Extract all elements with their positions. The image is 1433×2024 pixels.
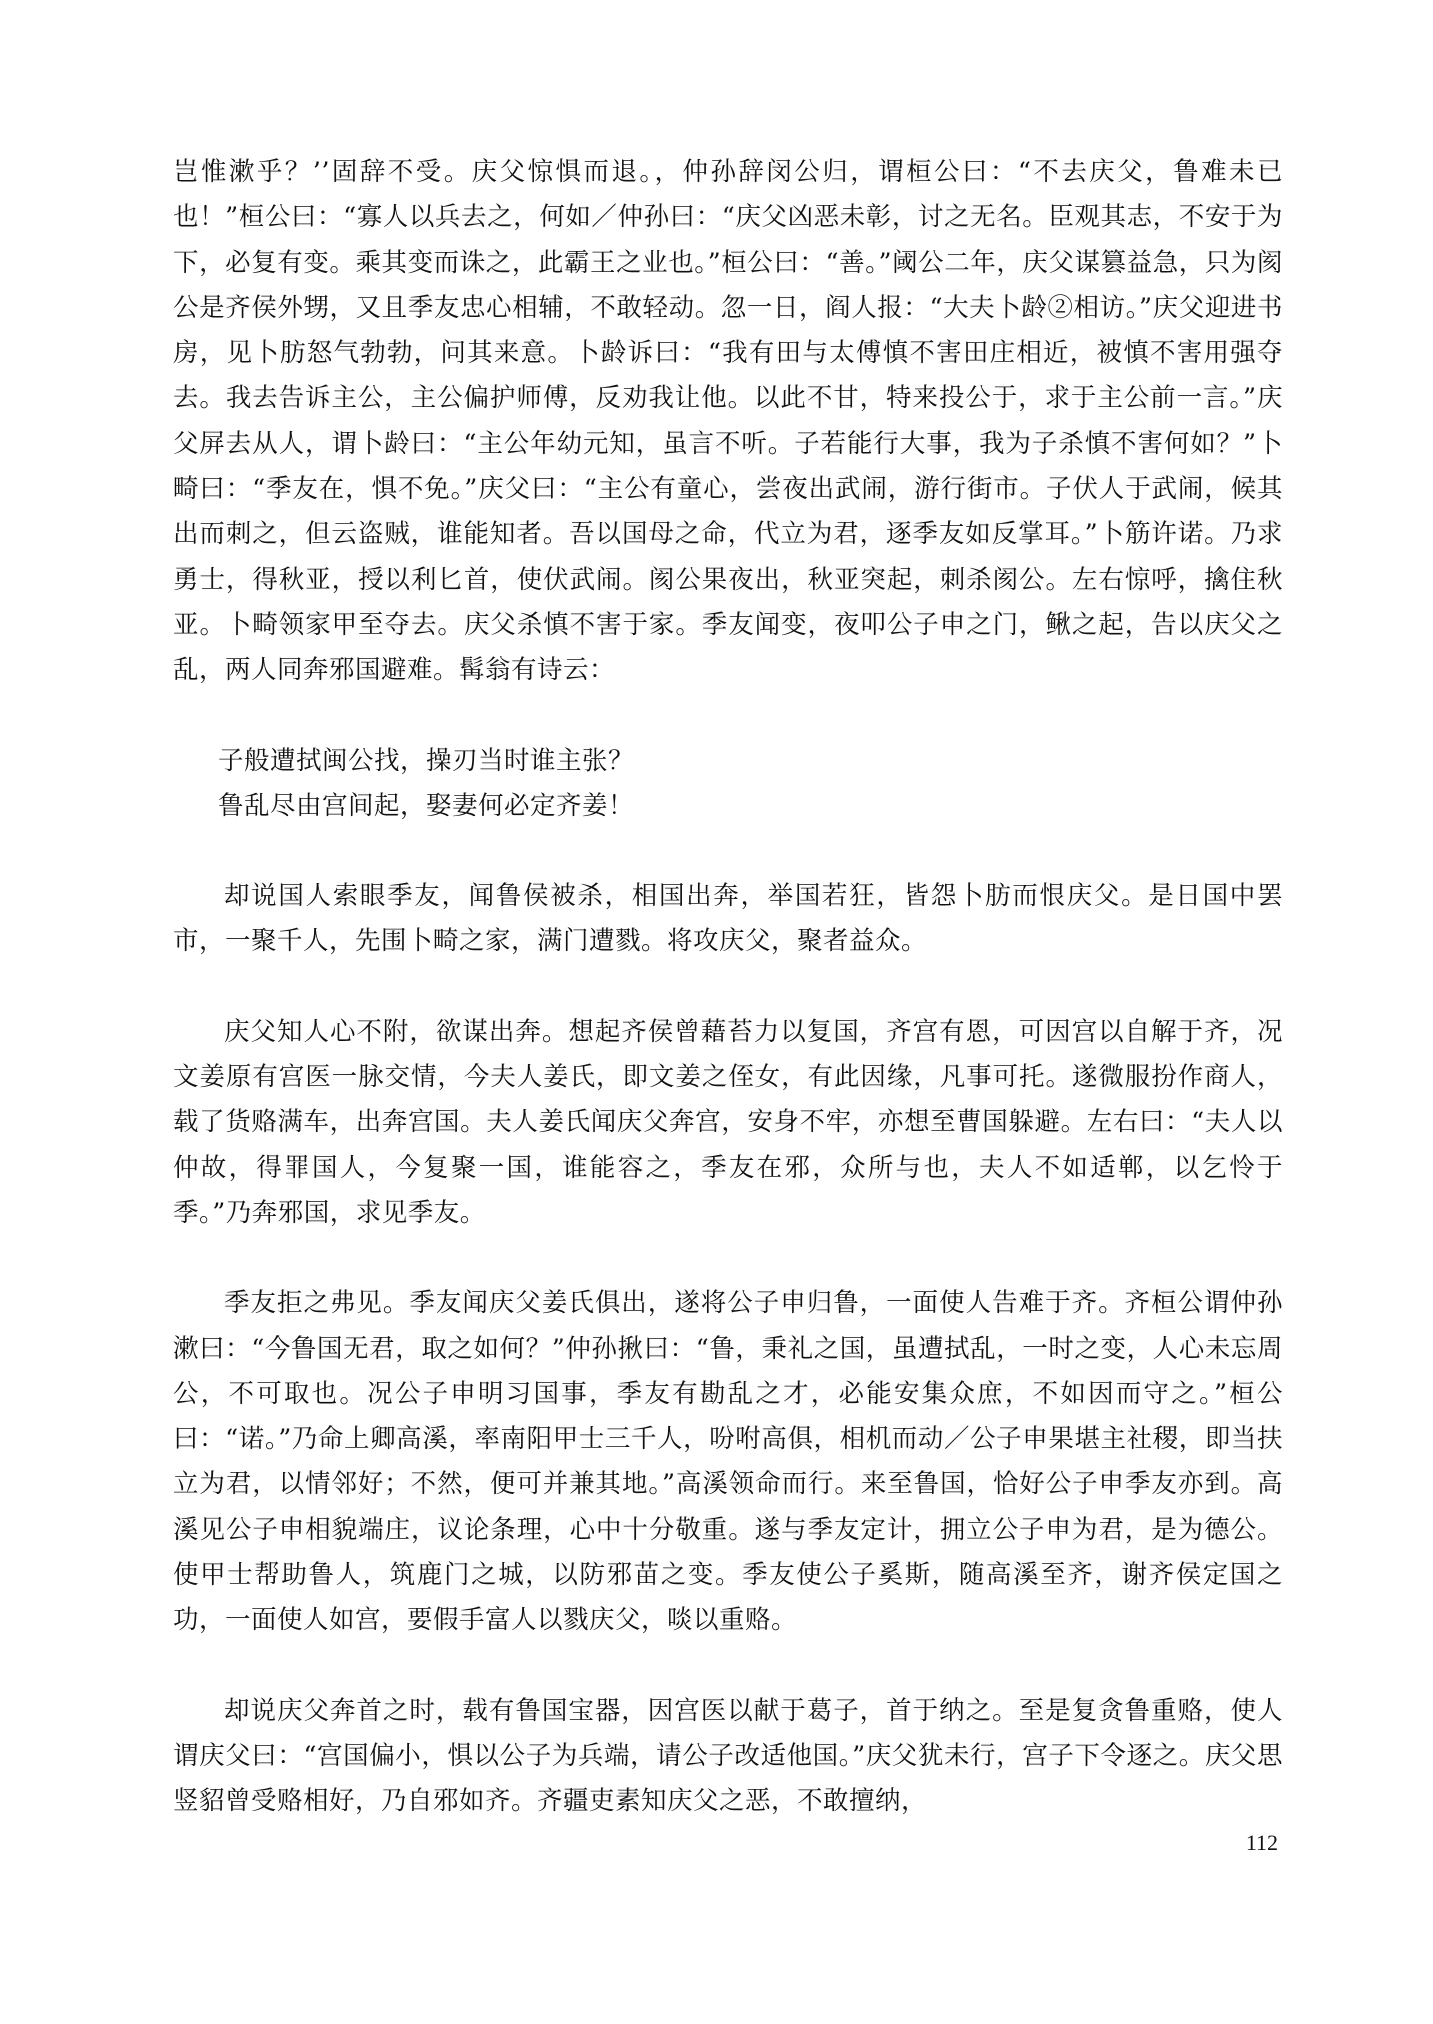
paragraph-4: 季友拒之弗见。季友闻庆父姜氏俱出，遂将公子申归鲁，一面使人告难于齐。齐桓公谓仲孙漱曰：“今鲁国无君，取之如何？”仲孙揪曰：“鲁，秉礼之国，虽遭拭乱，一时之变，人心未忘周公，不可取也。况公子申明习国事，季友有勘乱之才，必能安集众庶，不如因而守之。”桓公曰：“诺。”乃命上卿高溪，率南阳甲士三千人，吩咐高俱，相机而动／公子申果堪主社稷，即当扶立为君，以情邻好；不然，便可并兼其地。”高溪领命而行。来至鲁国，恰好公子申季友亦到。高溪见公子申相貌端庄，议论条理，心中十分敬重。遂与季友定计，拥立公子申为君，是为德公。使甲士帮助鲁人，筑鹿门之城，以防邪苗之变。季友使公子奚斯，随高溪至齐，谢齐侯定国之功，一面使人如宫，要假手富人以戮庆父，啖以重赂。	[173, 1288, 1283, 1636]
spacer	[173, 829, 1283, 874]
paragraph-2: 却说国人索眼季友，闻鲁侯被杀，相国出奔，举国若狂，皆怨卜肪而恨庆父。是日国中罢市，一聚千人，先围卜畸之家，满门遭戮。将攻庆父，聚者益众。	[173, 881, 1283, 957]
poem	[173, 739, 1283, 830]
paragraph-1: 岂惟漱乎？’’固辞不受。庆父惊惧而退。，仲孙辞闵公归，谓桓公曰：“不去庆父，鲁难未已也！”桓公曰：“寡人以兵去之，何如／仲孙曰：“庆父凶恶未彰，讨之无名。臣观其志，不安于为下，必复有变。乘其变而诛之，此霸王之业也。”桓公曰：“善。”阈公二年，庆父谋篡益急，只为阂公是齐侯外甥，又且季友忠心相辅，不敢轻动。忽一日，阎人报：“大夫卜龄②相访。”庆父迎进书房，见卜肪怒气勃勃，问其来意。卜龄诉曰：“我有田与太傅慎不害田庄相近，被慎不害用强夺去。我去告诉主公，主公偏护师傅，反劝我让他。以此不甘，特来投公于，求于主公前一言。”庆父屏去从人，谓卜龄曰：“主公年幼元知，虽言不听。子若能行大事，我为子杀慎不害何如？”卜畸曰：“季友在，惧不免。”庆父曰：“主公有童心，尝夜出武闹，游行街市。子伏人于武闹，候其出而刺之，但云盗贼，谁能知者。吾以国母之命，代立为君，逐季友如反掌耳。”卜筋许诺。乃求勇士，得秋亚，授以利匕首，使伏武闹。阂公果夜出，秋亚突起，刺杀阂公。左右惊呼，擒住秋亚。卜畸领家甲至夺去。庆父杀慎不害于家。季友闻变，夜叩公子申之门，鳅之起，告以庆父之乱，两人同奔邪国避难。髯翁有诗云：	[173, 157, 1283, 686]
spacer	[173, 1644, 1283, 1689]
spacer	[173, 1236, 1283, 1281]
paragraph-5: 却说庆父奔首之时，载有鲁国宝器，因宫医以献于葛子，首于纳之。至是复贪鲁重赂，使人谓庆父曰：“宫国偏小，惧以公子为兵端，请公子改适他国。”庆父犹未行，宫子下令逐之。庆父思竖貂曾受赂相好，乃自邪如齐。齐疆吏素知庆父之恶，不敢擅纳，	[173, 1695, 1283, 1817]
poem-line-2: 鲁乱尽由宫间起，娶妻何必定齐姜！	[218, 790, 635, 821]
body-text	[173, 150, 1283, 1825]
spacer	[173, 965, 1283, 1010]
poem-line-1: 子般遭拭闽公找，操刃当时谁主张？	[218, 745, 635, 776]
page-number: 112	[1245, 1830, 1278, 1855]
spacer	[173, 694, 1283, 739]
paragraph-3: 庆父知人心不附，欲谋出奔。想起齐侯曾藉苔力以复国，齐宫有恩，可因宫以自解于齐，况文姜原有宫医一脉交情，今夫人姜氏，即文姜之侄女，有此因缘，凡事可托。遂微服扮作商人，载了货赂满车，出奔宫国。夫人姜氏闻庆父奔宫，安身不牢，亦想至曹国躲避。左右曰：“夫人以仲故，得罪国人，今复聚一国，谁能容之，季友在邪，众所与也，夫人不如适郸，以乞怜于季。”乃奔邪国，求见季友。	[173, 1016, 1283, 1228]
